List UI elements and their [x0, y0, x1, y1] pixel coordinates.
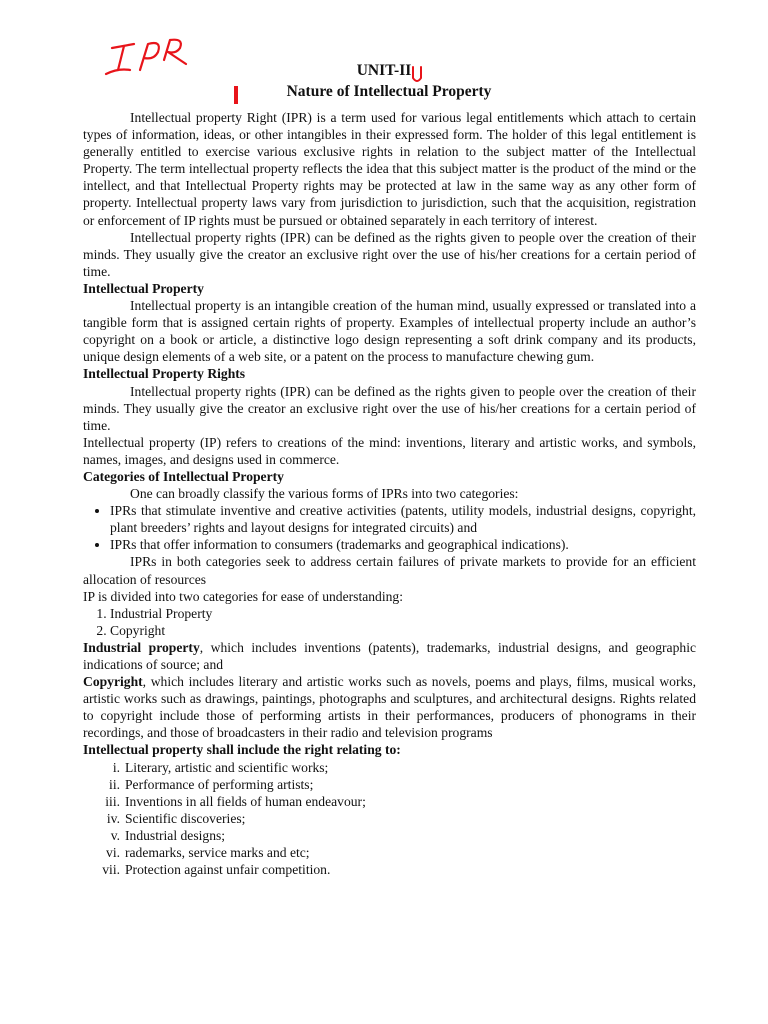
intro-paragraph-2: Intellectual property rights (IPR) can be defined as the rights given to people over the creation of their minds. They usually give the creator an exclusive right over the use of his/her creations for a certain period of time.: [83, 229, 696, 279]
list-number: ii.: [109, 776, 120, 792]
list-item: [83, 793, 696, 810]
categories-paragraph: IPRs in both categories seek to address certain failures of private markets to provide for an efficient allocation of resources: [83, 554, 696, 587]
list-number: i.: [112, 759, 120, 775]
list-text: rademarks, service marks and etc;: [125, 845, 310, 861]
list-item: [83, 776, 696, 793]
list-text: Industrial designs;: [125, 827, 226, 843]
list-text: Scientific discoveries;: [125, 810, 246, 826]
list-item: [83, 827, 696, 844]
list-text: Performance of performing artists;: [125, 776, 314, 792]
copyright-paragraph: [83, 673, 696, 741]
list-item: • IPRs that stimulate inventive and creative activities (patents, utility models, industrial designs, copyright, plant breeders’ rights and layout designs for integrated circuits) and: [110, 502, 696, 536]
section-heading-categories: Categories of Intellectual Property: [83, 468, 284, 484]
list-text: Literary, artistic and scientific works;: [125, 759, 329, 775]
section-heading-ip: Intellectual Property: [83, 280, 204, 296]
list-item: 2. Copyright: [110, 622, 696, 639]
unit-heading: UNIT-II: [356, 62, 412, 79]
list-number: vii.: [102, 862, 120, 878]
list-number: iv.: [106, 810, 120, 826]
list-number: vi.: [106, 845, 120, 861]
list-item: 1. Industrial Property: [110, 605, 696, 622]
list-number: v.: [110, 827, 120, 843]
list-item: [83, 759, 696, 776]
list-item: [83, 810, 696, 827]
categories-intro: One can broadly classify the various forms of IPRs into two categories:: [130, 486, 519, 502]
industrial-property-paragraph: [83, 639, 696, 673]
list-item: • IPRs that offer information to consumers (trademarks and geographical indications).: [110, 536, 696, 553]
list-number: iii.: [105, 793, 120, 809]
divided-paragraph: IP is divided into two categories for ease of understanding:: [83, 588, 404, 604]
list-item: [83, 844, 696, 861]
ipr-paragraph-2: Intellectual property (IP) refers to creations of the mind: inventions, literary and artistic works, and symbols, names, images, and designs used in commerce.: [83, 434, 696, 467]
industrial-property-term: Industrial property: [83, 639, 200, 655]
intro-paragraph-1: Intellectual property Right (IPR) is a term used for various legal entitlements which attach to certain types of information, ideas, or other intangibles in their expressed form. The holder of this legal entitlement is generally entitled to exercise various exclusive rights in relation to the subject matter of the Intellectual Property. The term intellectual property reflects the idea that this subject matter is the product of the mind or the intellect, and that Intellectual Property rights may be protected at law in the same way as any other form of property. Intellectual property laws vary from jurisdiction to jurisdiction, such that the acquisition, registration or enforcement of IP rights must be pursued or obtained separately in each territory of interest.: [83, 110, 696, 228]
document-body: [83, 109, 696, 878]
ip-paragraph: Intellectual property is an intangible creation of the human mind, usually expressed or translated into a tangible form that is assigned certain rights of property. Examples of intellectual property include an author’s copyright on a book or article, a distinctive logo design representing a soft drink company and its products, unique design elements of a web site, or a patent on the process to manufacture chewing gum.: [83, 298, 696, 365]
industrial-property-text: , which includes inventions (patents), trademarks, industrial designs, and geographic indications of source; and: [83, 639, 697, 672]
copyright-term: Copyright: [83, 674, 143, 690]
ip-categories-numbered-list: [83, 605, 696, 639]
list-item: [83, 861, 696, 878]
section-heading-ipr: Intellectual Property Rights: [83, 366, 246, 382]
page-title: Nature of Intellectual Property: [286, 83, 492, 100]
copyright-text: , which includes literary and artistic works such as novels, poems and plays, films, musical works, artistic works such as drawings, paintings, photographs and sculptures, and architectural designs. Rights related to copyright include those of performing artists in their performances, producers of phonograms in their recordings, and those of broadcasters in their radio and television programs: [83, 674, 696, 741]
section-heading-rights: Intellectual property shall include the right relating to:: [83, 742, 401, 758]
list-text: Protection against unfair competition.: [125, 862, 331, 878]
categories-bullet-list: [83, 502, 696, 553]
list-text: Inventions in all fields of human endeavour;: [125, 793, 366, 809]
rights-roman-list: [83, 759, 696, 879]
ipr-paragraph-1: Intellectual property rights (IPR) can be defined as the rights given to people over the creation of their minds. They usually give the creator an exclusive right over the use of his/her creations for a certain period of time.: [83, 383, 696, 433]
